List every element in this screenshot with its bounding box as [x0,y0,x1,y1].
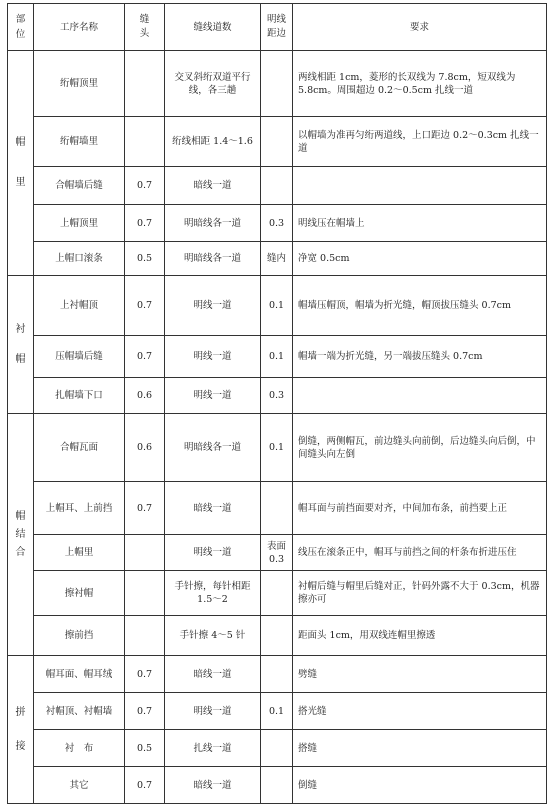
process-requirements-table [7,3,547,804]
requirement: 帽耳面与前挡面要对齐，中间加布条，前挡要上正 [293,482,547,535]
topstitch-margin: 0.3 [261,205,293,242]
table-row [8,482,547,535]
stitch-lines: 明线一道 [165,693,261,730]
requirement: 帽墙一端为折光缝，另一端拔压缝头 0.7cm [293,336,547,378]
stitch-head: 0.7 [125,767,165,804]
stitch-lines: 扎线一道 [165,730,261,767]
stitch-head: 0.5 [125,730,165,767]
stitch-lines: 暗线一道 [165,767,261,804]
stitch-head: 0.7 [125,482,165,535]
table-row [8,336,547,378]
topstitch-margin [261,571,293,616]
table-row [8,242,547,276]
section-part-label: 帽结合 [15,510,26,558]
header-topstitch-margin-label: 明线距边 [266,14,286,39]
requirement: 劈缝 [293,656,547,693]
requirement [293,378,547,414]
header-part-label: 部位 [15,14,26,40]
requirement: 两线相距 1cm，菱形的长双线为 7.8cm，短双线为 5.8cm。周围超边 0.2～0.5cm 扎线一道 [293,51,547,117]
process-name: 扎帽墙下口 [34,378,125,414]
process-name: 擦衬帽 [34,571,125,616]
stitch-head: 0.7 [125,167,165,205]
process-name: 上帽顶里 [34,205,125,242]
topstitch-margin: 0.1 [261,693,293,730]
stitch-head [125,571,165,616]
topstitch-margin: 0.1 [261,276,293,336]
stitch-lines: 明线一道 [165,276,261,336]
stitch-head [125,51,165,117]
requirement: 明线压在帽墙上 [293,205,547,242]
table-row [8,656,547,693]
topstitch-margin [261,117,293,167]
section-part-cell [8,51,34,276]
requirement [293,167,547,205]
section-part-label: 拼接 [15,706,26,752]
requirement: 搭缝 [293,730,547,767]
header-topstitch-margin [261,4,293,51]
table-row [8,730,547,767]
process-name: 绗帽墙里 [34,117,125,167]
stitch-head: 0.6 [125,378,165,414]
stitch-head [125,535,165,571]
process-name: 擦前挡 [34,616,125,656]
topstitch-margin [261,616,293,656]
stitch-lines: 交叉斜绗双道平行线，各三趟 [165,51,261,117]
stitch-lines: 明暗线各一道 [165,242,261,276]
table-row [8,378,547,414]
stitch-head: 0.7 [125,693,165,730]
stitch-lines: 暗线一道 [165,482,261,535]
process-name: 上帽口滚条 [34,242,125,276]
table-header-row [8,4,547,51]
stitch-head [125,616,165,656]
stitch-lines: 明暗线各一道 [165,205,261,242]
topstitch-margin: 表面 0.3 [261,535,293,571]
table-row [8,276,547,336]
topstitch-margin [261,167,293,205]
process-name: 合帽墙后缝 [34,167,125,205]
stitch-head: 0.5 [125,242,165,276]
table-row [8,205,547,242]
section-part-label: 帽里 [15,137,26,188]
topstitch-margin [261,482,293,535]
table-row [8,571,547,616]
topstitch-margin [261,51,293,117]
process-name: 合帽瓦面 [34,414,125,482]
requirement: 衬帽后缝与帽里后缝对正，针码外露不大于 0.3cm，机器擦亦可 [293,571,547,616]
stitch-lines: 明线一道 [165,336,261,378]
topstitch-margin [261,730,293,767]
process-name: 帽耳面、帽耳绒 [34,656,125,693]
table-row [8,51,547,117]
topstitch-margin: 0.1 [261,414,293,482]
table-row [8,693,547,730]
header-stitch-head [125,4,165,51]
stitch-head: 0.7 [125,336,165,378]
section-part-cell [8,276,34,414]
stitch-lines: 明线一道 [165,378,261,414]
requirement: 倒缝，两侧帽瓦，前边缝头向前倒，后边缝头向后倒，中间缝头向左倒 [293,414,547,482]
section-part-cell [8,414,34,656]
topstitch-margin [261,767,293,804]
table-row [8,167,547,205]
process-name: 衬 布 [34,730,125,767]
table-row [8,414,547,482]
process-table-container [7,3,546,796]
process-name: 衬帽顶、衬帽墙 [34,693,125,730]
requirement: 线压在滚条正中，帽耳与前挡之间的杆条布折进压住 [293,535,547,571]
header-stitch-head-label: 缝头 [139,14,150,39]
table-row [8,117,547,167]
header-stitch-lines: 缝线道数 [165,4,261,51]
requirement: 倒缝 [293,767,547,804]
stitch-head: 0.7 [125,656,165,693]
requirement: 以帽墙为准再匀绗两道线，上口距边 0.2～0.3cm 扎线一道 [293,117,547,167]
requirement: 帽墙压帽顶，帽墙为折光缝，帽顶拔压缝头 0.7cm [293,276,547,336]
section-part-cell [8,656,34,804]
header-process: 工序名称 [34,4,125,51]
requirement: 搭光缝 [293,693,547,730]
stitch-lines: 绗线相距 1.4～1.6 [165,117,261,167]
stitch-lines: 手针擦 4～5 针 [165,616,261,656]
process-name: 压帽墙后缝 [34,336,125,378]
process-name: 上帽里 [34,535,125,571]
stitch-head: 0.7 [125,205,165,242]
stitch-lines: 明暗线各一道 [165,414,261,482]
topstitch-margin: 0.1 [261,336,293,378]
section-part-label: 衬帽 [15,323,26,365]
requirement: 距面头 1cm，用双线连帽里擦透 [293,616,547,656]
stitch-head [125,117,165,167]
process-name: 其它 [34,767,125,804]
stitch-head: 0.6 [125,414,165,482]
stitch-lines: 暗线一道 [165,656,261,693]
process-name: 上帽耳、上前挡 [34,482,125,535]
table-row [8,535,547,571]
stitch-head: 0.7 [125,276,165,336]
table-row [8,616,547,656]
topstitch-margin [261,656,293,693]
requirement: 净宽 0.5cm [293,242,547,276]
process-name: 绗帽顶里 [34,51,125,117]
process-name: 上衬帽顶 [34,276,125,336]
stitch-lines: 手针擦，每针相距 1.5～2 [165,571,261,616]
topstitch-margin: 缝内 [261,242,293,276]
topstitch-margin: 0.3 [261,378,293,414]
header-requirement: 要求 [293,4,547,51]
header-part [8,4,34,51]
table-row [8,767,547,804]
stitch-lines: 暗线一道 [165,167,261,205]
stitch-lines: 明线一道 [165,535,261,571]
